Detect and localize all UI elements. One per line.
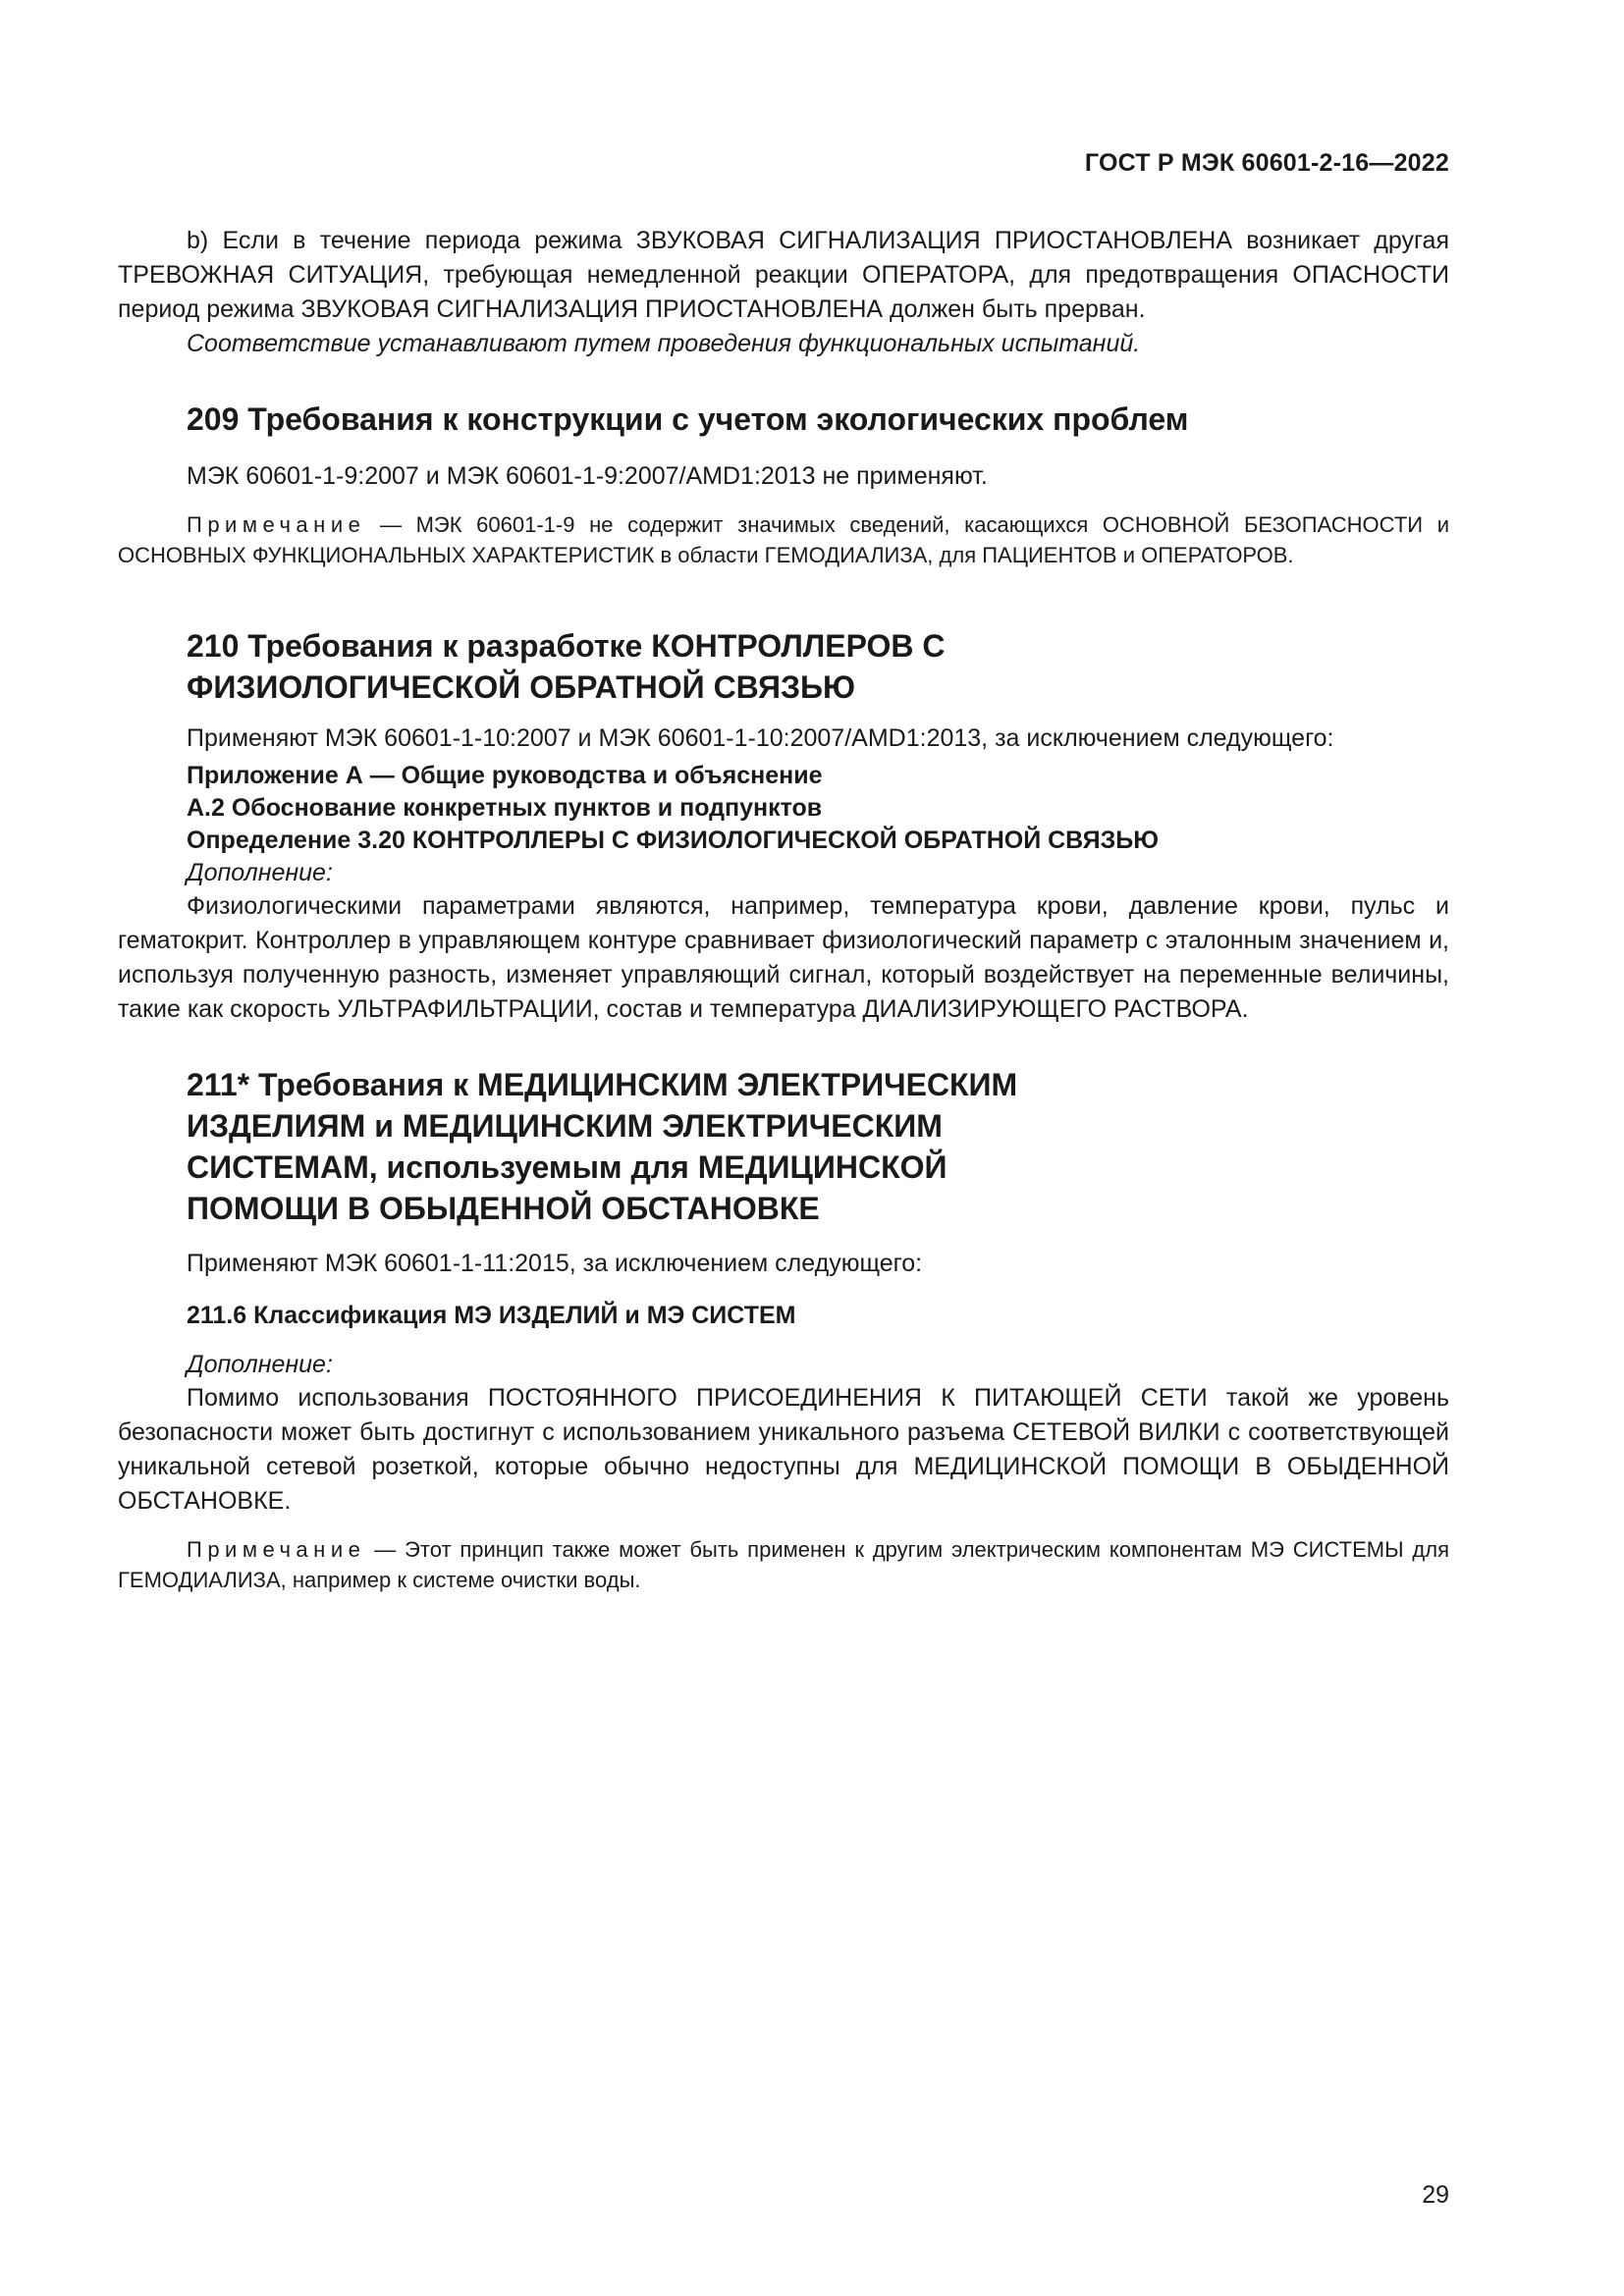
- annex-a-title: Приложение А — Общие руководства и объяснение: [187, 762, 823, 789]
- section-210-addition: Физиологическими параметрами являются, например, температура крови, давление крови, пульс и гематокрит. Контроллер в управляющем контуре сравнивает физиологический параметр с эталонным значением и, используя полученную разность, изменяет управляющий сигнал, который воздействует на переменные величины, такие как скорость УЛЬТРАФИЛЬТРАЦИИ, состав и температура ДИАЛИЗИРУЮЩЕГО РАСТВОРА.: [118, 892, 1449, 1023]
- addition-label-211-6: Дополнение:: [187, 1351, 333, 1378]
- section-211-6-addition: Помимо использования ПОСТОЯННОГО ПРИСОЕДИНЕНИЯ К ПИТАЮЩЕЙ СЕТИ такой же уровень безопасности может быть достигнут с использованием уникального разъема СЕТЕВОЙ ВИЛКИ с соответствующей уникальной сетевой розеткой, которые обычно недоступны для МЕДИЦИНСКОЙ ПОМОЩИ В ОБЫДЕННОЙ ОБСТАНОВКЕ.: [118, 1384, 1449, 1515]
- section-211-heading: 211* Требования к МЕДИЦИНСКИМ ЭЛЕКТРИЧЕСКИМ ИЗДЕЛИЯМ и МЕДИЦИНСКИМ ЭЛЕКТРИЧЕСКИМ СИСТЕМАМ, используемым для МЕДИЦИНСКОЙ ПОМОЩИ В ОБЫДЕННОЙ ОБСТАНОВКЕ: [187, 1067, 1018, 1226]
- paragraph-b: b) Если в течение периода режима ЗВУКОВАЯ СИГНАЛИЗАЦИЯ ПРИОСТАНОВЛЕНА возникает другая ТРЕВОЖНАЯ СИТУАЦИЯ, требующая немедленной реакции ОПЕРАТОРА, для предотвращения ОПАСНОСТИ период режима ЗВУКОВАЯ СИГНАЛИЗАЦИЯ ПРИОСТАНОВЛЕНА должен быть прерван.: [118, 227, 1449, 323]
- section-211-text: Применяют МЭК 60601-1-11:2015, за исключением следующего:: [187, 1250, 923, 1277]
- section-209-heading: 209 Требования к конструкции с учетом экологических проблем: [187, 401, 1189, 437]
- page-number: 29: [1422, 2181, 1449, 2209]
- definition-3-20-title: Определение 3.20 КОНТРОЛЛЕРЫ С ФИЗИОЛОГИЧЕСКОЙ ОБРАТНОЙ СВЯЗЬЮ: [187, 827, 1159, 854]
- page-content: [118, 224, 1449, 1595]
- document-page: [118, 0, 1449, 2296]
- note-text-2: — Этот принцип также может быть применен к другим электрическим компонентам МЭ СИСТЕМЫ для ГЕМОДИАЛИЗА, например к системе очистки воды.: [118, 1537, 1449, 1592]
- section-210-text: Применяют МЭК 60601-1-10:2007 и МЭК 60601-1-10:2007/AMD1:2013, за исключением следующего:: [187, 724, 1334, 752]
- section-211-6-note: [118, 1534, 1449, 1595]
- section-209-note: [118, 509, 1449, 570]
- a2-title: А.2 Обоснование конкретных пунктов и подпунктов: [187, 794, 823, 822]
- note-label-2: Примечание: [187, 1537, 366, 1562]
- note-label: Примечание: [187, 512, 366, 537]
- note-text: — МЭК 60601-1-9 не содержит значимых сведений, касающихся ОСНОВНОЙ БЕЗОПАСНОСТИ и ОСНОВНЫХ ФУНКЦИОНАЛЬНЫХ ХАРАКТЕРИСТИК в области ГЕМОДИАЛИЗА, для ПАЦИЕНТОВ и ОПЕРАТОРОВ.: [118, 512, 1449, 567]
- section-211-6-heading: 211.6 Классификация МЭ ИЗДЕЛИЙ и МЭ СИСТЕМ: [187, 1302, 796, 1329]
- section-209-text: МЭК 60601-1-9:2007 и МЭК 60601-1-9:2007/AMD1:2013 не применяют.: [187, 462, 988, 490]
- compliance-text: Соответствие устанавливают путем проведения функциональных испытаний.: [187, 330, 1141, 357]
- addition-label-210: Дополнение:: [187, 859, 333, 886]
- section-210-heading: 210 Требования к разработке КОНТРОЛЛЕРОВ С ФИЗИОЛОГИЧЕСКОЙ ОБРАТНОЙ СВЯЗЬЮ: [187, 628, 946, 705]
- document-code-header: ГОСТ Р МЭК 60601-2-16—2022: [1084, 149, 1449, 177]
